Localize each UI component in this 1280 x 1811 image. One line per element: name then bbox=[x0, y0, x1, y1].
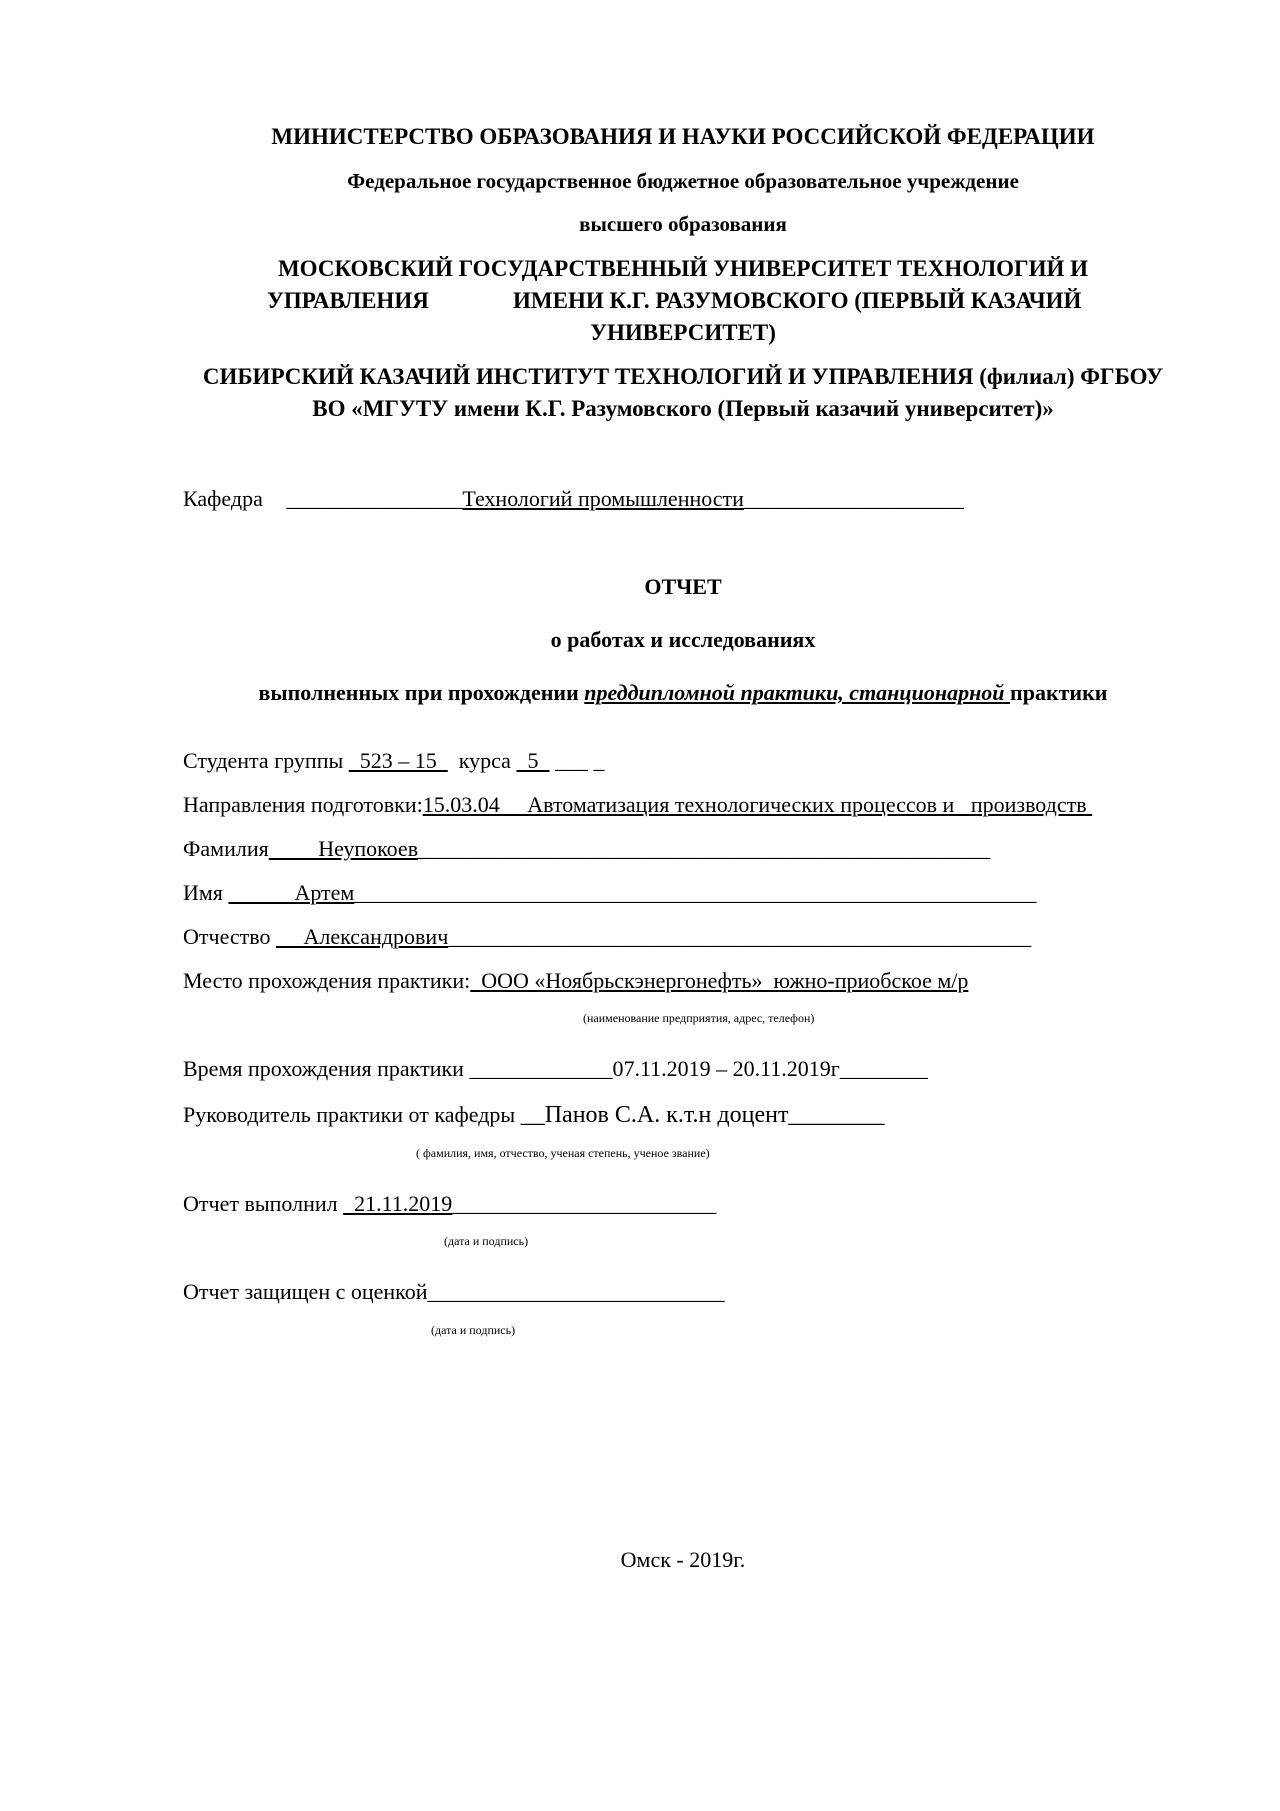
time-row bbox=[183, 1056, 928, 1082]
department-value: Технологий промышленности bbox=[462, 486, 744, 511]
done-caption: (дата и подпись) bbox=[444, 1234, 529, 1248]
patronymic-value: Александрович bbox=[276, 924, 449, 949]
name-fill: ______________________________________________________________ bbox=[354, 880, 1037, 905]
department-row bbox=[183, 486, 964, 512]
practice-line-suffix: практики bbox=[1010, 680, 1108, 705]
direction-label: Направления подготовки: bbox=[183, 792, 423, 817]
defended-label: Отчет защищен с оценкой bbox=[183, 1279, 428, 1304]
surname-fill: ____________________________________________________ bbox=[418, 836, 991, 861]
place-value: ООО «Ноябрьскэнергонефть» южно-приобское м/р bbox=[470, 968, 969, 993]
group-value: 523 – 15 bbox=[348, 748, 448, 773]
group-row bbox=[183, 748, 604, 774]
name-value: Артем bbox=[228, 880, 355, 905]
city-year: Омск - 2019г. bbox=[620, 1547, 746, 1572]
defended-caption: (дата и подпись) bbox=[431, 1323, 516, 1337]
department-post-fill: ____________________ bbox=[743, 486, 964, 511]
place-label: Место прохождения практики: bbox=[183, 968, 471, 993]
university-name-line2a: УПРАВЛЕНИЯ bbox=[267, 288, 429, 313]
done-value: 21.11.2019 bbox=[343, 1191, 453, 1216]
surname-label: Фамилия bbox=[183, 836, 269, 861]
branch-name-line2: ВО «МГУТУ имени К.Г. Разумовского (Первый казачий университет)» bbox=[312, 396, 1054, 421]
direction-row bbox=[183, 792, 1092, 818]
report-practice-line bbox=[183, 677, 1183, 708]
direction-value: 15.03.04 Автоматизация технологических процессов и производств bbox=[422, 792, 1093, 817]
patronymic-row bbox=[183, 924, 1031, 950]
supervisor-row bbox=[183, 1102, 884, 1129]
report-subtitle: о работах и исследованиях bbox=[550, 627, 816, 652]
patronymic-label: Отчество bbox=[183, 924, 276, 949]
time-label: Время прохождения практики bbox=[183, 1056, 470, 1081]
done-row bbox=[183, 1191, 716, 1217]
department-label: Кафедра bbox=[183, 486, 263, 511]
report-title: ОТЧЕТ bbox=[644, 574, 722, 599]
group-label: Студента группы bbox=[183, 748, 349, 773]
university-name-line1: МОСКОВСКИЙ ГОСУДАРСТВЕННЫЙ УНИВЕРСИТЕТ ТЕХНОЛОГИЙ И bbox=[277, 256, 1089, 281]
practice-type: преддипломной практики, станционарной bbox=[584, 680, 1011, 705]
surname-value: Неупокоев bbox=[268, 836, 419, 861]
course-value: 5 bbox=[516, 748, 550, 773]
patronymic-fill: _____________________________________________________ bbox=[448, 924, 1032, 949]
branch-name-line1: СИБИРСКИЙ КАЗАЧИЙ ИНСТИТУТ ТЕХНОЛОГИЙ И УПРАВЛЕНИЯ (филиал) ФГБОУ bbox=[202, 364, 1164, 389]
surname-row bbox=[183, 836, 990, 862]
defended-fill: ___________________________ bbox=[427, 1279, 725, 1304]
done-fill: ________________________ bbox=[452, 1191, 717, 1216]
course-label: курса bbox=[447, 748, 517, 773]
course-tail: ___ _ bbox=[549, 748, 605, 773]
supervisor-caption: ( фамилия, имя, отчество, ученая степень, ученое звание) bbox=[416, 1146, 710, 1160]
place-caption: (наименование предприятия, адрес, телефон) bbox=[583, 1011, 815, 1025]
supervisor-label: Руководитель практики от кафедры bbox=[183, 1102, 521, 1127]
defended-row bbox=[183, 1279, 725, 1305]
institution-type-line1: Федеральное государственное бюджетное образовательное учреждение bbox=[347, 169, 1019, 193]
time-value: _____________07.11.2019 – 20.11.2019г________ bbox=[469, 1056, 928, 1081]
supervisor-value: __Панов С.А. к.т.н доцент________ bbox=[520, 1102, 885, 1128]
university-name-line3: УНИВЕРСИТЕТ) bbox=[590, 320, 776, 345]
ministry-heading: МИНИСТЕРСТВО ОБРАЗОВАНИЯ И НАУКИ РОССИЙСКОЙ ФЕДЕРАЦИИ bbox=[271, 124, 1095, 149]
university-name-line2b: ИМЕНИ К.Г. РАЗУМОВСКОГО (ПЕРВЫЙ КАЗАЧИЙ bbox=[513, 288, 1082, 313]
name-label: Имя bbox=[183, 880, 229, 905]
institution-type-line2: высшего образования bbox=[579, 212, 787, 236]
place-row bbox=[183, 968, 968, 994]
done-label: Отчет выполнил bbox=[183, 1191, 344, 1216]
practice-line-prefix: выполненных при прохождении bbox=[258, 680, 585, 705]
department-pre-fill: ________________ bbox=[286, 486, 463, 511]
name-row bbox=[183, 880, 1036, 906]
